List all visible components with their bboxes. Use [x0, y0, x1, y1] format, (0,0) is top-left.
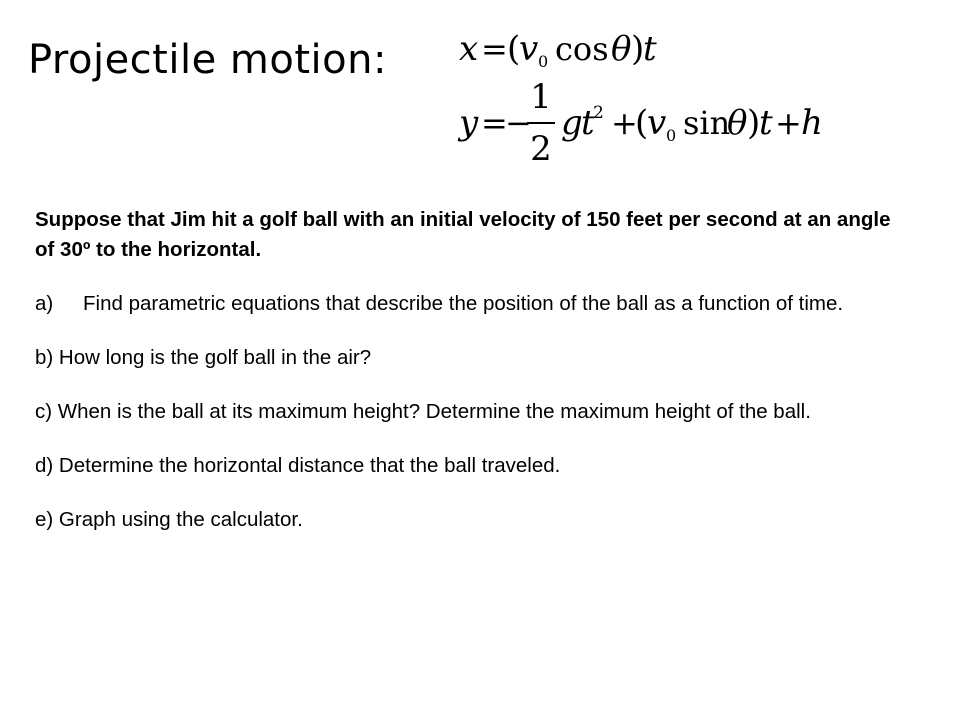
part-d: d) Determine the horizontal distance that the ball traveled.: [35, 454, 561, 477]
part-e: e) Graph using the calculator.: [35, 508, 303, 531]
fraction-denominator: 2: [530, 129, 552, 169]
x-t: t: [643, 29, 657, 69]
fraction-numerator: 1: [530, 77, 552, 117]
x-close-paren: ): [631, 29, 645, 69]
x-theta: θ: [611, 29, 632, 69]
y-close-paren: ): [747, 103, 761, 143]
x-lhs: x: [459, 29, 479, 69]
y-plus-2: +: [775, 104, 802, 142]
x-equals: =: [481, 30, 508, 68]
part-a: [35, 289, 905, 319]
x-v-subscript: 0: [538, 52, 549, 71]
x-open-paren: (: [507, 29, 521, 69]
part-a-marker: a): [35, 292, 54, 315]
y-minus: −: [505, 104, 532, 142]
y-g: g: [561, 103, 583, 143]
y-v-subscript: 0: [666, 126, 677, 145]
slide-title: Projectile motion:: [28, 37, 387, 83]
problem-body: [35, 205, 905, 559]
equations-block: [455, 22, 855, 182]
y-t-2: t: [759, 103, 773, 143]
y-equation: [457, 77, 823, 169]
x-v: v: [519, 29, 539, 69]
y-theta: θ: [727, 103, 748, 143]
y-h: h: [801, 103, 823, 143]
part-a-text: Find parametric equations that describe the position of the ball as a function of time.: [83, 292, 844, 315]
y-plus-1: +: [611, 104, 638, 142]
problem-intro: Suppose that Jim hit a golf ball with an initial velocity of 150 feet per second at an angle of 30º to the horizontal.: [35, 208, 891, 261]
y-t-exponent: 2: [593, 103, 604, 123]
part-b: b) How long is the golf ball in the air?: [35, 346, 372, 369]
part-c: c) When is the ball at its maximum height? Determine the maximum height of the ball.: [35, 400, 811, 423]
y-t: t: [581, 103, 595, 143]
x-cos: cos: [555, 30, 609, 68]
y-lhs: y: [459, 103, 479, 143]
y-open-paren: (: [635, 103, 649, 143]
y-sin: sin: [683, 104, 731, 142]
y-v: v: [647, 103, 667, 143]
x-equation: [459, 29, 657, 71]
y-equals: =: [481, 104, 508, 142]
